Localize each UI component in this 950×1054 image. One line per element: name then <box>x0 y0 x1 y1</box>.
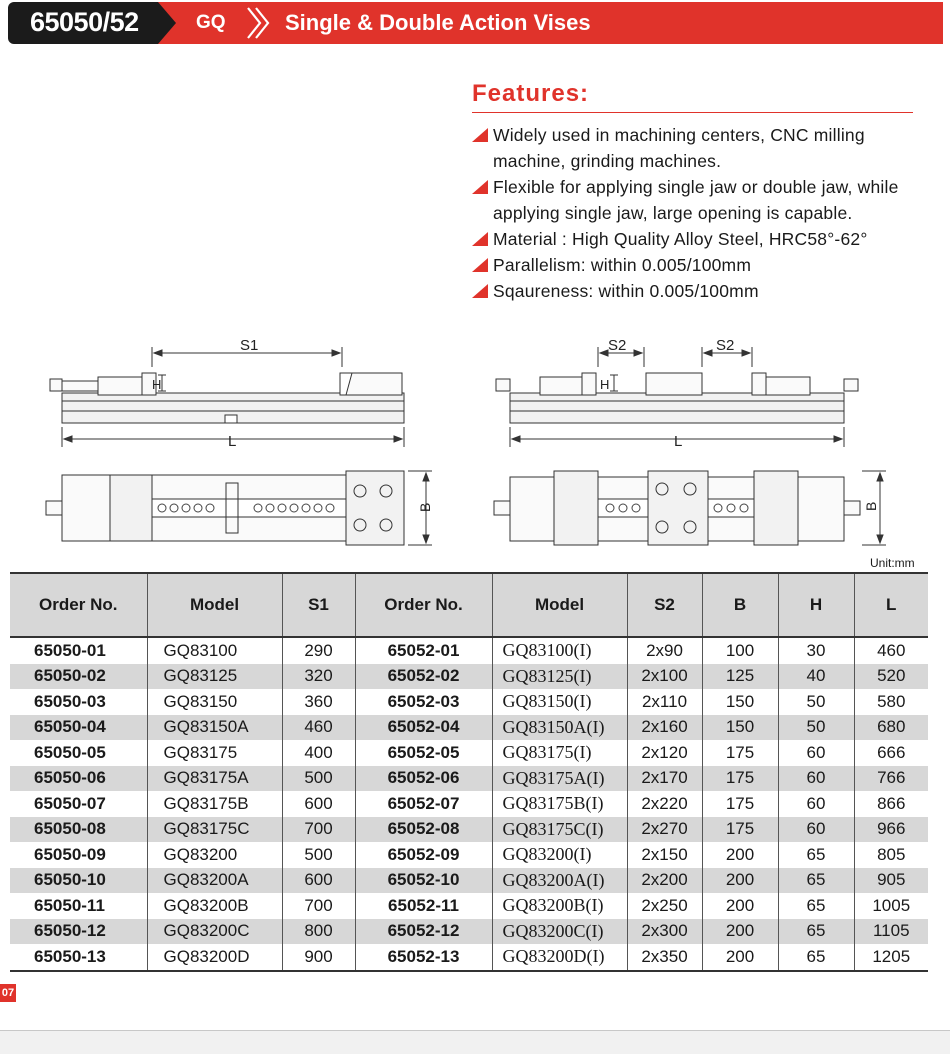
h-value: 65 <box>778 944 854 971</box>
model-single: GQ83175 <box>147 740 282 766</box>
features-heading: Features: <box>472 80 590 107</box>
h-value: 60 <box>778 817 854 843</box>
model-double: GQ83200A(I) <box>492 868 627 894</box>
order-no-single: 65050-02 <box>10 664 147 690</box>
s1-value: 600 <box>282 791 355 817</box>
order-no-double: 65052-11 <box>355 893 492 919</box>
s2-value: 2x150 <box>627 842 702 868</box>
s1-value: 700 <box>282 893 355 919</box>
col-header: H <box>778 573 854 637</box>
b-value: 175 <box>702 740 778 766</box>
l-value: 460 <box>854 637 928 664</box>
model-double: GQ83175A(I) <box>492 766 627 792</box>
model-single: GQ83175C <box>147 817 282 843</box>
model-single: GQ83200C <box>147 919 282 945</box>
order-no-single: 65050-08 <box>10 817 147 843</box>
b-value: 100 <box>702 637 778 664</box>
table-row <box>10 893 928 919</box>
h-value: 65 <box>778 893 854 919</box>
order-no-single: 65050-10 <box>10 868 147 894</box>
model-double: GQ83200B(I) <box>492 893 627 919</box>
col-header: S2 <box>627 573 702 637</box>
product-code: 65050/52 <box>30 7 139 37</box>
features-divider <box>472 112 913 113</box>
model-double: GQ83200C(I) <box>492 919 627 945</box>
table-row <box>10 664 928 690</box>
l-value: 766 <box>854 766 928 792</box>
model-double: GQ83100(I) <box>492 637 627 664</box>
model-double: GQ83150(I) <box>492 689 627 715</box>
l-value: 905 <box>854 868 928 894</box>
l-value: 866 <box>854 791 928 817</box>
feature-item: Widely used in machining centers, CNC milling machine, grinding machines. <box>472 122 942 174</box>
s1-value: 800 <box>282 919 355 945</box>
model-double: GQ83175C(I) <box>492 817 627 843</box>
s1-value: 500 <box>282 766 355 792</box>
table-row <box>10 689 928 715</box>
order-no-single: 65050-11 <box>10 893 147 919</box>
col-header: Model <box>147 573 282 637</box>
double-action-vise-drawing <box>490 335 890 555</box>
l-value: 805 <box>854 842 928 868</box>
order-no-double: 65052-10 <box>355 868 492 894</box>
l-value: 1205 <box>854 944 928 971</box>
h-value: 65 <box>778 842 854 868</box>
features-list <box>472 122 942 304</box>
s1-value: 400 <box>282 740 355 766</box>
h-value: 30 <box>778 637 854 664</box>
b-value: 175 <box>702 817 778 843</box>
l-value: 1005 <box>854 893 928 919</box>
model-double: GQ83175B(I) <box>492 791 627 817</box>
order-no-single: 65050-03 <box>10 689 147 715</box>
h-value: 40 <box>778 664 854 690</box>
s1-value: 360 <box>282 689 355 715</box>
s2-value: 2x220 <box>627 791 702 817</box>
model-single: GQ83125 <box>147 664 282 690</box>
feature-item: Material : High Quality Alloy Steel, HRC58°-62° <box>472 226 942 252</box>
header-bar <box>8 2 943 44</box>
order-no-double: 65052-05 <box>355 740 492 766</box>
model-single: GQ83175A <box>147 766 282 792</box>
b-dim-label-double: B <box>863 501 879 511</box>
order-no-double: 65052-03 <box>355 689 492 715</box>
order-no-double: 65052-12 <box>355 919 492 945</box>
l-value: 580 <box>854 689 928 715</box>
model-single: GQ83200 <box>147 842 282 868</box>
s2-value: 2x100 <box>627 664 702 690</box>
model-single: GQ83200D <box>147 944 282 971</box>
b-value: 200 <box>702 919 778 945</box>
table-row <box>10 791 928 817</box>
order-no-single: 65050-04 <box>10 715 147 741</box>
order-no-single: 65050-05 <box>10 740 147 766</box>
model-double: GQ83125(I) <box>492 664 627 690</box>
order-no-single: 65050-12 <box>10 919 147 945</box>
s1-value: 460 <box>282 715 355 741</box>
h-value: 50 <box>778 715 854 741</box>
b-value: 175 <box>702 791 778 817</box>
unit-label: Unit:mm <box>870 556 915 570</box>
table-row <box>10 817 928 843</box>
table-body <box>10 637 928 971</box>
table-row <box>10 842 928 868</box>
table-row <box>10 715 928 741</box>
order-no-double: 65052-06 <box>355 766 492 792</box>
order-no-double: 65052-08 <box>355 817 492 843</box>
feature-item: Parallelism: within 0.005/100mm <box>472 252 942 278</box>
col-header: Order No. <box>10 573 147 637</box>
s2-value: 2x90 <box>627 637 702 664</box>
s2-value: 2x160 <box>627 715 702 741</box>
h-value: 60 <box>778 740 854 766</box>
bullet-triangle-icon <box>472 128 488 142</box>
l-value: 520 <box>854 664 928 690</box>
order-no-double: 65052-13 <box>355 944 492 971</box>
page-title: Single & Double Action Vises <box>285 10 591 35</box>
model-single: GQ83100 <box>147 637 282 664</box>
h-dim-label-double: H <box>600 377 610 392</box>
feature-item: Sqaureness: within 0.005/100mm <box>472 278 942 304</box>
order-no-double: 65052-02 <box>355 664 492 690</box>
b-value: 125 <box>702 664 778 690</box>
order-no-double: 65052-09 <box>355 842 492 868</box>
col-header: Model <box>492 573 627 637</box>
model-single: GQ83150A <box>147 715 282 741</box>
h-value: 60 <box>778 766 854 792</box>
order-no-single: 65050-07 <box>10 791 147 817</box>
l-value: 966 <box>854 817 928 843</box>
b-value: 200 <box>702 868 778 894</box>
table-row <box>10 637 928 664</box>
bullet-triangle-icon <box>472 180 488 194</box>
model-single: GQ83200B <box>147 893 282 919</box>
table-header-row <box>10 573 928 637</box>
b-value: 150 <box>702 715 778 741</box>
order-no-single: 65050-13 <box>10 944 147 971</box>
model-double: GQ83150A(I) <box>492 715 627 741</box>
h-dim-label: H <box>152 377 162 392</box>
h-value: 65 <box>778 919 854 945</box>
table-row <box>10 919 928 945</box>
h-value: 50 <box>778 689 854 715</box>
feature-item: Flexible for applying single jaw or double jaw, while applying single jaw, large opening is capable. <box>472 174 942 226</box>
model-single: GQ83175B <box>147 791 282 817</box>
model-single: GQ83150 <box>147 689 282 715</box>
bullet-triangle-icon <box>472 258 488 272</box>
page-number: 07 <box>0 984 16 1002</box>
s2-dim-label: S2 <box>608 337 627 354</box>
order-no-double: 65052-01 <box>355 637 492 664</box>
single-action-vise-drawing <box>40 335 450 555</box>
l-value: 680 <box>854 715 928 741</box>
spec-table <box>10 572 928 972</box>
s2-dim-label-2: S2 <box>716 337 735 354</box>
bullet-triangle-icon <box>472 232 488 246</box>
l-dim-label: L <box>228 433 237 450</box>
s2-value: 2x170 <box>627 766 702 792</box>
h-value: 60 <box>778 791 854 817</box>
col-header: L <box>854 573 928 637</box>
col-header: Order No. <box>355 573 492 637</box>
order-no-single: 65050-06 <box>10 766 147 792</box>
order-no-single: 65050-01 <box>10 637 147 664</box>
s2-value: 2x110 <box>627 689 702 715</box>
s2-value: 2x270 <box>627 817 702 843</box>
order-no-single: 65050-09 <box>10 842 147 868</box>
col-header: S1 <box>282 573 355 637</box>
l-value: 1105 <box>854 919 928 945</box>
col-header: B <box>702 573 778 637</box>
s1-value: 320 <box>282 664 355 690</box>
s2-value: 2x250 <box>627 893 702 919</box>
order-no-double: 65052-07 <box>355 791 492 817</box>
model-single: GQ83200A <box>147 868 282 894</box>
brand-label: GQ <box>196 12 226 33</box>
s1-value: 500 <box>282 842 355 868</box>
b-value: 175 <box>702 766 778 792</box>
model-double: GQ83200(I) <box>492 842 627 868</box>
s1-value: 290 <box>282 637 355 664</box>
b-value: 150 <box>702 689 778 715</box>
bullet-triangle-icon <box>472 284 488 298</box>
l-value: 666 <box>854 740 928 766</box>
b-value: 200 <box>702 944 778 971</box>
h-value: 65 <box>778 868 854 894</box>
order-no-double: 65052-04 <box>355 715 492 741</box>
table-row <box>10 868 928 894</box>
s1-value: 600 <box>282 868 355 894</box>
b-dim-label: B <box>417 502 433 512</box>
s2-value: 2x350 <box>627 944 702 971</box>
double-chevron-icon <box>244 2 274 44</box>
s2-value: 2x300 <box>627 919 702 945</box>
s1-value: 700 <box>282 817 355 843</box>
table-row <box>10 740 928 766</box>
l-dim-label-double: L <box>674 433 683 450</box>
s2-value: 2x200 <box>627 868 702 894</box>
s2-value: 2x120 <box>627 740 702 766</box>
b-value: 200 <box>702 893 778 919</box>
model-double: GQ83175(I) <box>492 740 627 766</box>
table-row <box>10 766 928 792</box>
s1-dim-label: S1 <box>240 337 259 354</box>
footer-band <box>0 1031 950 1054</box>
table-row <box>10 944 928 971</box>
s1-value: 900 <box>282 944 355 971</box>
b-value: 200 <box>702 842 778 868</box>
model-double: GQ83200D(I) <box>492 944 627 971</box>
